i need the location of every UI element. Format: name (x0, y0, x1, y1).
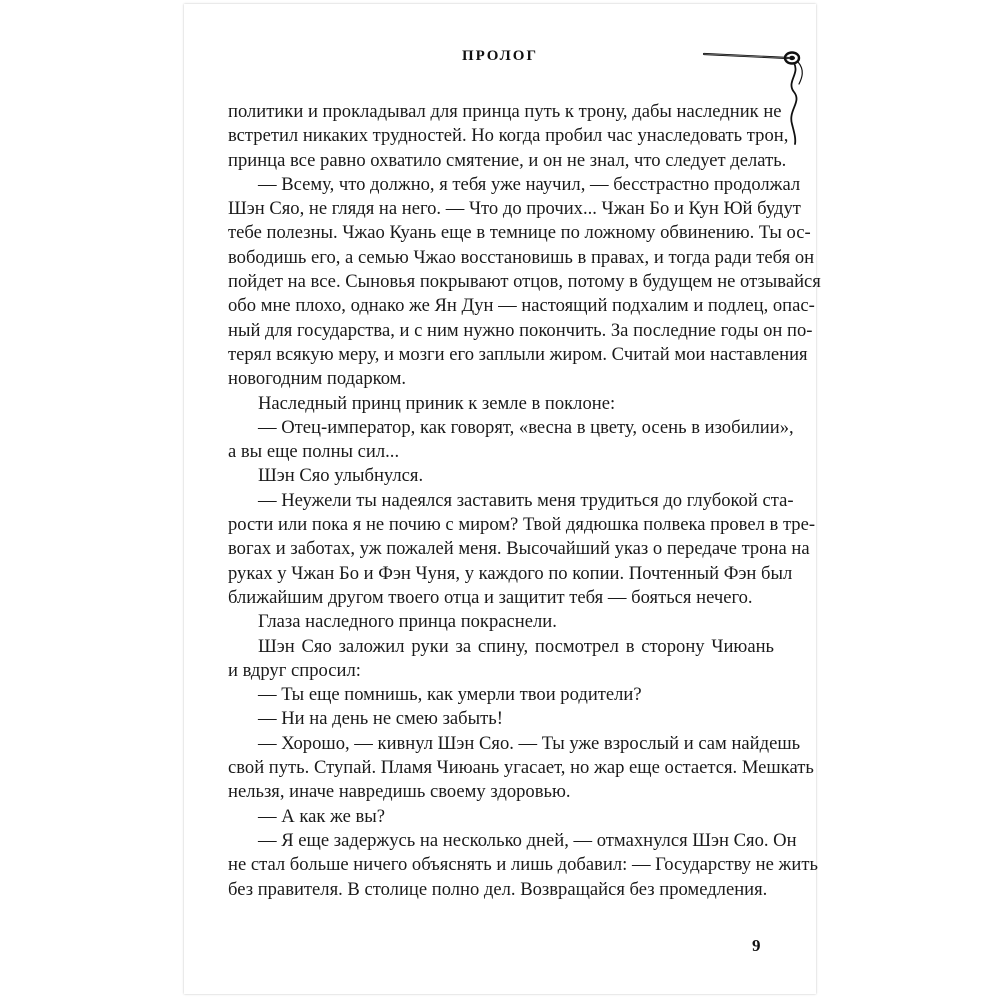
text-line: принца все равно охватило смятение, и он не знал, что следует делать. (228, 149, 787, 171)
text-line: Наследный принц приник к земле в поклоне: (258, 392, 616, 414)
text-line: Глаза наследного принца покраснели. (258, 611, 557, 633)
text-line: ный для государства, и с ним нужно покончить. За последние годы он по- (228, 319, 813, 341)
text-line: без правителя. В столице полно дел. Возвращайся без промедления. (228, 878, 768, 900)
body-text (228, 100, 821, 902)
text-line: тебе полезны. Чжао Куань еще в темнице по ложному обвинению. Ты ос- (228, 222, 811, 244)
chapter-title: ПРОЛОГ (461, 48, 539, 64)
text-line: пойдет на все. Сыновья покрывают отцов, потому в будущем не отзывайся (228, 271, 821, 293)
text-line: вободишь его, а семью Чжао восстановишь в правах, и тогда ради тебя он (228, 246, 815, 268)
text-line: руках у Чжан Бо и Фэн Чуня, у каждого по копии. Почтенный Фэн был (228, 562, 793, 584)
book-page (184, 4, 821, 994)
page-number: 9 (752, 936, 761, 955)
text-line: рости или пока я не почию с миром? Твой дядюшка полвека провел в тре- (228, 514, 816, 536)
text-line: а вы еще полны сил... (228, 441, 400, 463)
text-line: вогах и заботах, уж пожалей меня. Высочайший указ о передаче трона на (228, 538, 810, 560)
text-line: — Отец-император, как говорят, «весна в цвету, осень в изобилии», (258, 416, 794, 438)
text-line: ближайшим другом твоего отца и защитит тебя — бояться нечего. (228, 586, 753, 608)
text-line: не стал больше ничего объяснять и лишь добавил: — Государству не жить (228, 854, 818, 876)
text-line: встретил никаких трудностей. Но когда пробил час унаследовать трон, (228, 125, 789, 147)
text-line: обо мне плохо, однако же Ян Дун — настоящий подхалим и подлец, опас- (228, 295, 815, 317)
text-line: — Неужели ты надеялся заставить меня трудиться до глубокой ста- (258, 489, 794, 511)
text-line: Шэн Сяо, не глядя на него. — Что до прочих... Чжан Бо и Кун Юй будут (228, 198, 801, 220)
text-line: — Всему, что должно, я тебя уже научил, — бесстрастно продолжал (258, 173, 801, 195)
text-line: — А как же вы? (258, 805, 386, 827)
text-line: свой путь. Ступай. Пламя Чиюань угасает, но жар еще остается. Мешкать (228, 757, 814, 779)
text-line: новогодним подарком. (228, 368, 407, 390)
text-line: терял всякую меру, и мозги его заплыли жиром. Считай мои наставления (228, 343, 808, 365)
text-line: — Ты еще помнишь, как умерли твои родители? (258, 684, 642, 706)
text-line: — Я еще задержусь на несколько дней, — отмахнулся Шэн Сяо. Он (258, 829, 797, 851)
text-line: Шэн Сяо заложил руки за спину, посмотрел в сторону Чиюань (258, 635, 774, 657)
text-line: — Хорошо, — кивнул Шэн Сяо. — Ты уже взрослый и сам найдешь (258, 732, 801, 754)
text-line: нельзя, иначе навредишь своему здоровью. (228, 781, 571, 803)
text-line: и вдруг спросил: (228, 659, 361, 681)
text-line: — Ни на день не смею забыть! (258, 708, 503, 730)
text-line: Шэн Сяо улыбнулся. (258, 465, 424, 487)
text-line: политики и прокладывал для принца путь к трону, дабы наследник не (228, 101, 782, 122)
